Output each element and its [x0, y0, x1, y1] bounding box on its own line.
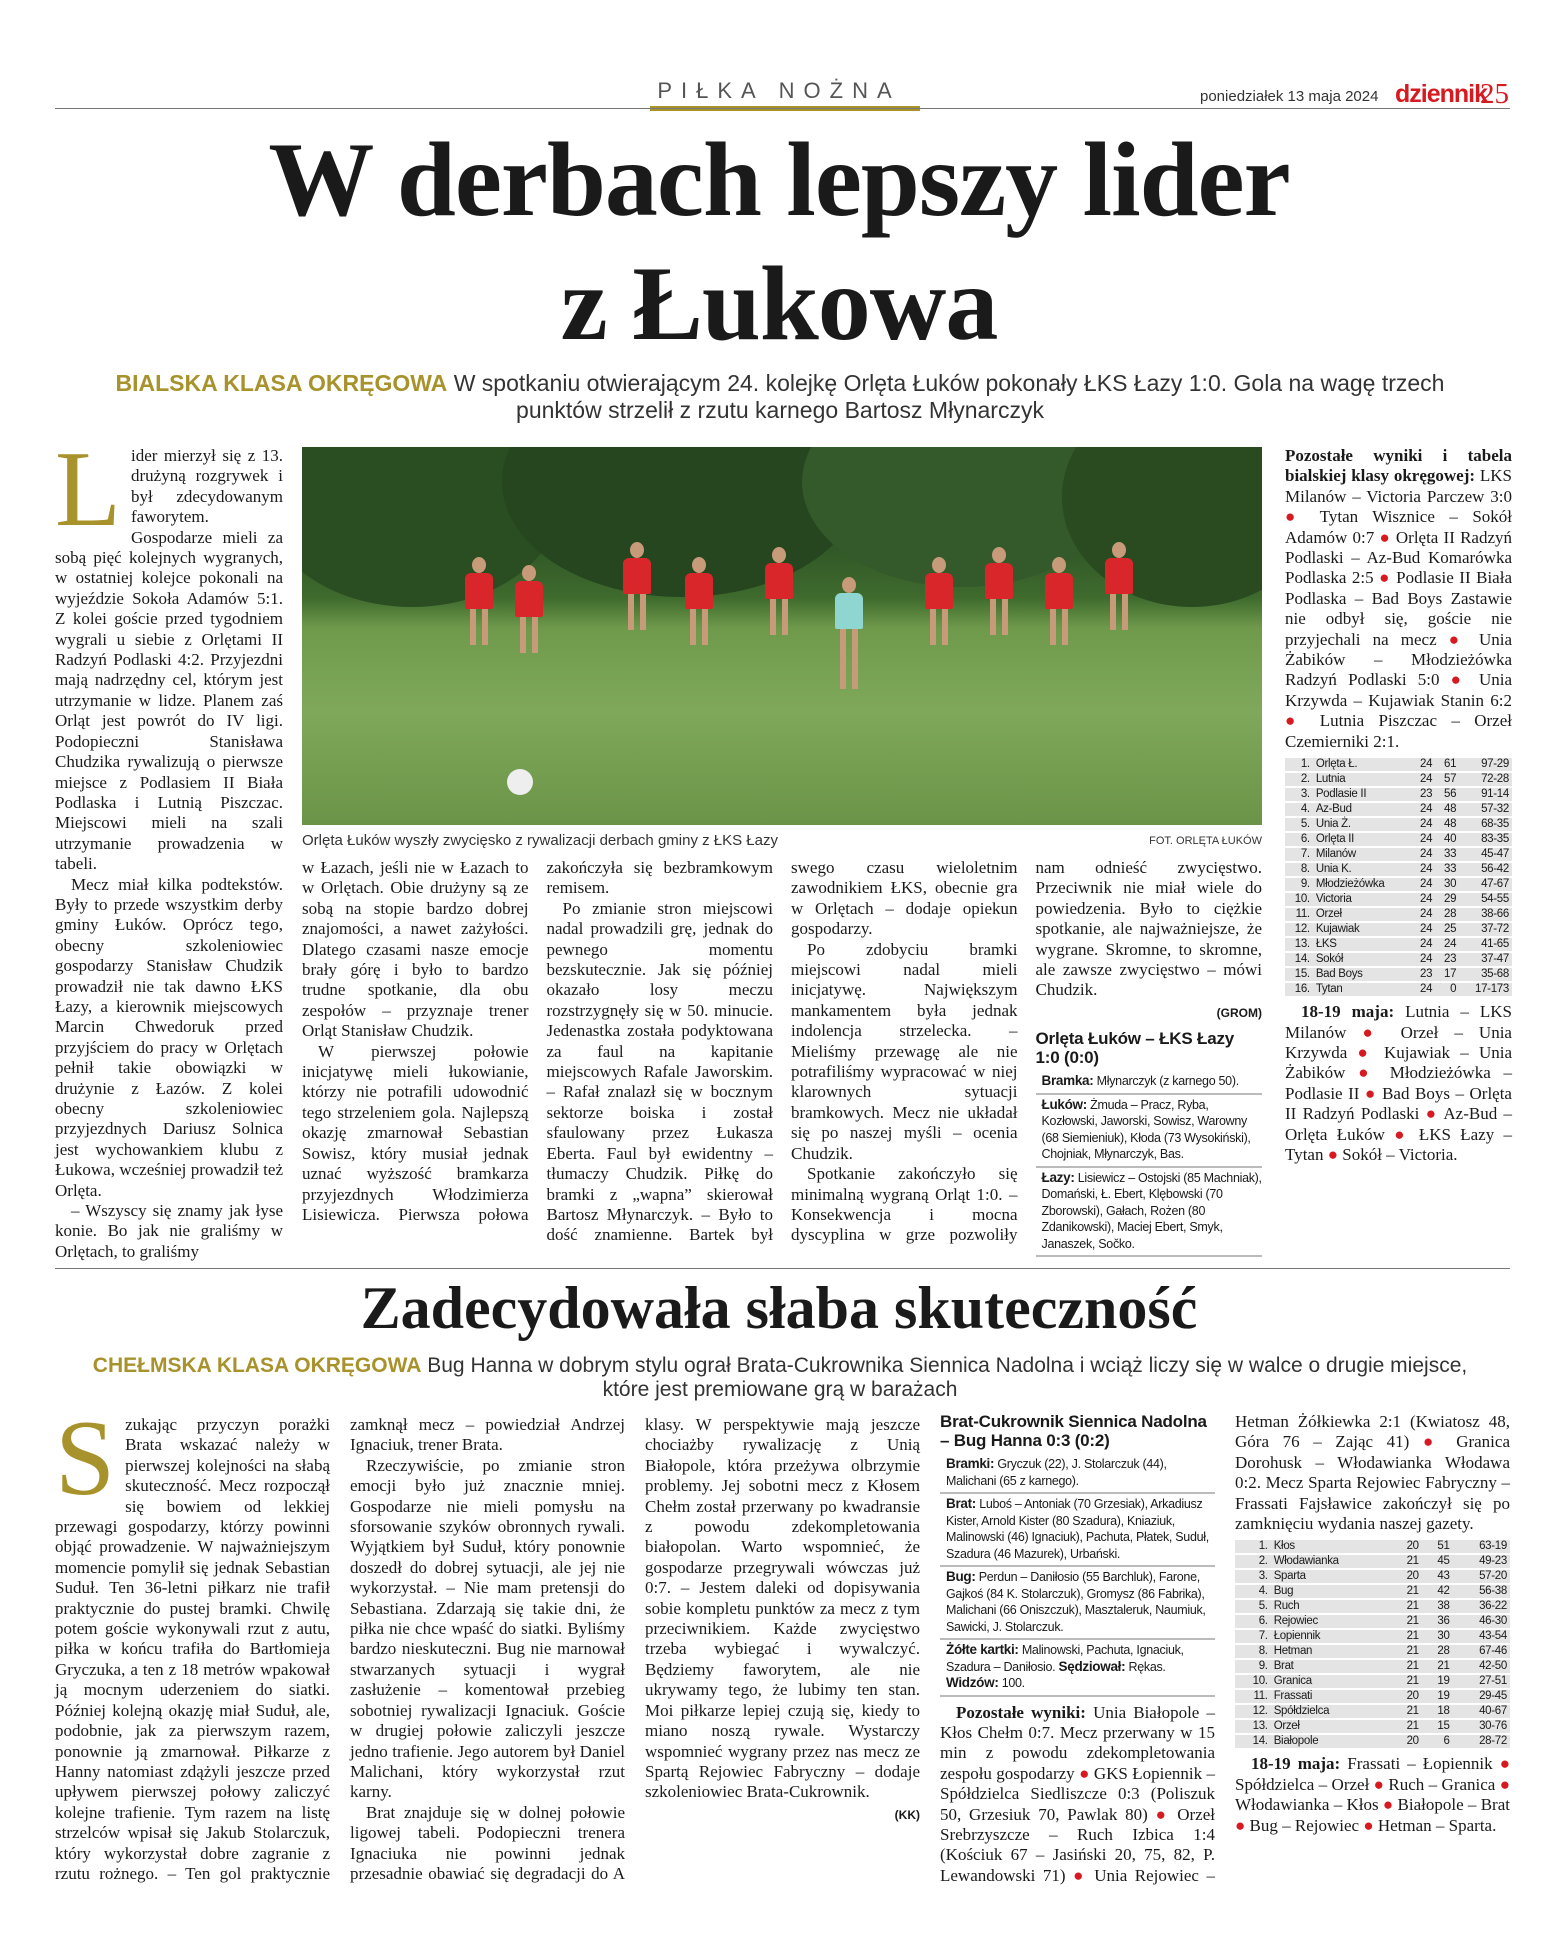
issue-date: poniedziałek 13 maja 2024 [1200, 88, 1379, 105]
points-cell: 48 [1435, 803, 1459, 816]
paragraph: zukając przyczyn porażki Brata wskazać należy w pierwszej kolejności na słabą skuteczność. Mecz rozpoczął się bowiem od lekkiej przewagi gospodarzy, którzy powinni objąć prowadzenie. W najważniejszym momencie pomylił się jednak Sebastian Suduł. Ten 36-letni piłkarz nie trafił praktycznie do pustej bramki. Chwilę potem goście wykonywali rzut z autu, piłka w końcu trafiła do Bartłomieja Gryczuka, a ten z 18 metrów wpakował ją mocnym uderzeniem do siatki. Później kolejną okazję miał Suduł, ale, podobnie, jak za pierwszym razem, ponownie ją zmarnował. Piłkarze z Hanny natomiast zdążyli jeszcze przed upływem pierwszej połowy zaliczyć kolejne trafienie. Tym razem na listę strzelców wpisał się Jakub Stolarczuk, który wykorzystał dobre zagranie z rzutu rożnego. – Ten gol praktycznie zamknął mecz – powiedział Andrzej Ignaciuk, trener Brata. [55, 1415, 625, 1883]
results-intro: Pozostałe wyniki i tabela bialskiej klasy okręgowej: [1285, 446, 1512, 486]
points-cell: 43 [1422, 1570, 1453, 1583]
rank-cell: 2. [1285, 773, 1313, 786]
team-cell: Tytan [1313, 983, 1411, 996]
bullet-icon: ● [1492, 1754, 1510, 1774]
team-cell: Unia Ż. [1313, 818, 1411, 831]
games-cell: 23 [1411, 968, 1435, 981]
table-row [1285, 833, 1512, 846]
article1-headline [0, 118, 1558, 366]
list-item: Unia Żabików – Młodzieżówka Radzyń Podlaski 5:0 [1285, 629, 1512, 690]
kicker: BIALSKA KLASA OKRĘGOWA [115, 370, 448, 396]
team-cell: Młodzieżówka [1313, 878, 1411, 891]
table-row [1285, 938, 1512, 951]
paragraph: Brat znajduje się w dolnej połowie ligowej tabeli. Podopieczni trenera Ignaciuka nie powinni jednak przesadnie obawiać się degradacji do A klasy. W perspektywie mają jeszcze chociażby rywalizację z Unią Białopole, która przeżywa olbrzymie problemy. Jej sobotni mecz z Kłosem Chełm został przerwany po kwadransie z powodu zdekompletowania białopolan. Warto wspomnieć, że gospodarze przegrywali wówczas już 0:7. – Jestem daleki od dopisywania sobie kompletu punktów za mecz z tym przeciwnikiem. Każde zwycięstwo trzeba wybiegać i wywalczyć. Będziemy faworytem, ale nie ukrywamy tego, że lubimy ten stan. Moi piłkarze lepiej czują się, kiedy to miano noszą rywale. Wystarczy wspomnieć wygrany przez nas mecz ze Spartą Rejowiec Fabryczny – dodaje szkoleniowiec Brata-Cukrownik. [350, 1415, 920, 1883]
bullet-icon: ● [1147, 1804, 1178, 1824]
points-cell: 36 [1422, 1615, 1453, 1628]
headline-line-1: W derbach lepszy lider [268, 121, 1290, 238]
results-list [1285, 466, 1512, 750]
paragraph: Spotkanie zakończyło się minimalną wygraną Orląt 1:0. – Konsekwencja i mocna dyscyplina w grze pozwoliły nam odnieść zwycięstwo. Przeciwnik nie miał wiele do powiedzenia. Było to ciężkie spotkanie, ale najważniejsze, że wygrane. Skromne, to skromne, ale zawsze zwycięstwo – mówi Chudzik. [791, 858, 1262, 1245]
goals-cell: 35-68 [1459, 968, 1512, 981]
list-item: Orzeł – Unia Krzywda [1285, 1022, 1512, 1062]
table-row [1285, 788, 1512, 801]
rank-cell: 11. [1235, 1690, 1271, 1703]
goals-cell: 41-65 [1459, 938, 1512, 951]
ball-icon [507, 769, 533, 795]
team-cell: Bug [1271, 1585, 1391, 1598]
article1-columns [302, 858, 1262, 1258]
table-row [1235, 1585, 1510, 1598]
points-cell: 42 [1422, 1585, 1453, 1598]
goals-cell: 45-47 [1459, 848, 1512, 861]
table-row [1285, 953, 1512, 966]
bullet-icon: ● [1369, 1774, 1389, 1794]
table-row [1235, 1705, 1510, 1718]
points-cell: 15 [1422, 1720, 1453, 1733]
match-detail: Łazy: Lisiewicz – Ostojski (85 Machniak), Domański, Ł. Ebert, Klębowski (70 Zborowski), Gałach, Rożen (80 Zdanikowski), Maciej Ebert, Smyk, Janaszek, Sočko. [1036, 1168, 1263, 1258]
rank-cell: 4. [1235, 1585, 1271, 1598]
goals-cell: 56-38 [1453, 1585, 1510, 1598]
table-row [1235, 1540, 1510, 1553]
team-cell: Kujawiak [1313, 923, 1411, 936]
team-cell: Unia K. [1313, 863, 1411, 876]
list-item: Orzeł Srebrzyszcze – Ruch Izbica 1:4 (Kościuk 67 – Jasiński 20, 75, 82, P. Lewandowski 71) [940, 1804, 1215, 1885]
team-photo [302, 447, 1262, 825]
list-item: Tytan Wisznice – Sokół Adamów 0:7 [1285, 507, 1512, 547]
goals-cell: 67-46 [1453, 1645, 1510, 1658]
article2-headline: Zadecydowała słaba skuteczność [360, 1275, 1198, 1341]
team-cell: Włodawianka [1271, 1555, 1391, 1568]
list-item: Unia Rejowiec – Hetman Żółkiewka 2:1 (Kwiatosz 48, Góra 76 – Zając 41) [1094, 1412, 1510, 1885]
goals-cell: 30-76 [1453, 1720, 1510, 1733]
points-cell: 33 [1435, 863, 1459, 876]
goals-cell: 97-29 [1459, 758, 1512, 771]
team-cell: Sokół [1313, 953, 1411, 966]
match-box [940, 1412, 1215, 1697]
team-cell: ŁKS [1313, 938, 1411, 951]
table-row [1235, 1570, 1510, 1583]
goals-cell: 38-66 [1459, 908, 1512, 921]
rank-cell: 16. [1285, 983, 1313, 996]
points-cell: 57 [1435, 773, 1459, 786]
games-cell: 24 [1411, 908, 1435, 921]
games-cell: 21 [1391, 1585, 1422, 1598]
rank-cell: 5. [1235, 1600, 1271, 1613]
team-cell: Orzeł [1313, 908, 1411, 921]
table-row [1285, 818, 1512, 831]
bullet-icon: ● [1409, 1432, 1457, 1452]
headline-line-2: z Łukowa [560, 245, 998, 362]
games-cell: 24 [1411, 938, 1435, 951]
points-cell: 25 [1435, 923, 1459, 936]
fixtures-label: 18-19 maja: [1301, 1002, 1395, 1022]
bullet-icon: ● [1419, 1104, 1444, 1124]
table-row [1285, 893, 1512, 906]
rank-cell: 14. [1285, 953, 1313, 966]
games-cell: 24 [1411, 923, 1435, 936]
list-item: Frassati – Łopiennik [1347, 1754, 1493, 1774]
match-box [1036, 1029, 1263, 1257]
goals-cell: 57-32 [1459, 803, 1512, 816]
rank-cell: 13. [1285, 938, 1313, 951]
rank-cell: 13. [1235, 1720, 1271, 1733]
points-cell: 61 [1435, 758, 1459, 771]
team-cell: Sparta [1271, 1570, 1391, 1583]
table-row [1285, 908, 1512, 921]
games-cell: 24 [1411, 893, 1435, 906]
goals-cell: 57-20 [1453, 1570, 1510, 1583]
table-row [1235, 1615, 1510, 1628]
newspaper-logo: dziennik [1395, 80, 1488, 108]
rank-cell: 5. [1285, 818, 1313, 831]
team-cell: Białopole [1271, 1735, 1391, 1748]
points-cell: 56 [1435, 788, 1459, 801]
paragraph: W pierwszej połowie inicjatywę mieli łukowianie, którzy nie potrafili udowodnić tego strzeleniem gola. Najlepszą okazję zmarnował Sebastian Sowisz, który musiał jednak uznać wyższość bramkarza przyjezdnych Włodzimierza Lisiewicza. Pierwsza połowa zakończyła się bezbramkowym remisem. [302, 858, 773, 1224]
list-item: Spółdzielca – Orzeł [1235, 1774, 1370, 1794]
points-cell: 19 [1422, 1675, 1453, 1688]
games-cell: 24 [1411, 818, 1435, 831]
bullet-icon: ● [1384, 1124, 1419, 1144]
goals-cell: 63-19 [1453, 1540, 1510, 1553]
team-cell: Az-Bud [1313, 803, 1411, 816]
team-cell: Granica [1271, 1675, 1391, 1688]
table-row [1235, 1630, 1510, 1643]
games-cell: 24 [1411, 878, 1435, 891]
header-rule [55, 108, 1510, 109]
points-cell: 30 [1435, 878, 1459, 891]
article1-lead [70, 370, 1490, 424]
goals-cell: 36-22 [1453, 1600, 1510, 1613]
team-cell: Orlęta Ł. [1313, 758, 1411, 771]
list-item: Az-Bud – Orlęta Łuków [1285, 1104, 1512, 1144]
rank-cell: 1. [1285, 758, 1313, 771]
photo-caption [302, 832, 1262, 849]
rank-cell: 15. [1285, 968, 1313, 981]
games-cell: 21 [1391, 1555, 1422, 1568]
team-cell: Milanów [1313, 848, 1411, 861]
team-cell: Podlasie II [1313, 788, 1411, 801]
match-detail: Bug: Perdun – Daniłosio (55 Barchluk), Farone, Gajkoś (84 K. Stolarczuk), Gromysz (86 Fabrika), Malichani (66 Oniszczuk), Masztaleruk, Naumiuk, Sawicki, J. Stolarczuk. [940, 1567, 1215, 1640]
paragraph: Mecz miał kilka podtekstów. Były to przede wszystkim derby gminy Łuków. Oprócz tego, obecny szkoleniowiec gospodarzy Stanisław Chudzik prowadził nie tak dawno ŁKS Łazy, a kierownik miejscowych Marcin Chwedoruk przed przyjściem do pracy w Orlętach pełnił takie obowiązki w drużynie z Łazów. Z kolei obecny szkoleniowiec przyjezdnych Dariusz Solnica jest wychowankiem klubu z Łukowa, wcześniej prowadził też Orlęta. [55, 874, 283, 1200]
games-cell: 24 [1411, 848, 1435, 861]
rank-cell: 10. [1235, 1675, 1271, 1688]
goals-cell: 91-14 [1459, 788, 1512, 801]
table-row [1285, 863, 1512, 876]
games-cell: 24 [1411, 758, 1435, 771]
drop-cap: L [55, 430, 121, 549]
rank-cell: 3. [1285, 788, 1313, 801]
list-item: ŁKS Łazy – Tytan [1285, 1124, 1512, 1164]
paragraph: Rzeczywiście, po zmianie stron emocji było już znacznie mniej. Gospodarze nie mieli pomysłu na sforsowanie szyków obronnych rywali. Wyjątkiem był Suduł, który ponownie doszedł do dobrej sytuacji, ale jej nie wykorzystał. – Nie mam pretensji do Sebastiana. Zdarzają się takie dni, że piłka nie chce wpaść do siatki. Byliśmy bardzo nieskuteczni. Bug nie marnował stwarzanych sytuacji i wygrał zasłużenie – komentował przebieg sobotniej rywalizacji Ignaciuk. Goście w drugiej połowie zaliczyli jeszcze jedno trafienie. Jego autorem był Daniel Malichani, który wykorzystał rzut karny. [350, 1455, 625, 1802]
team-cell: Rejowiec [1271, 1615, 1391, 1628]
goals-cell: 43-54 [1453, 1630, 1510, 1643]
table-row [1235, 1690, 1510, 1703]
games-cell: 24 [1411, 833, 1435, 846]
games-cell: 23 [1411, 788, 1435, 801]
caption-text: Orlęta Łuków wyszły zwycięsko z rywalizacji derbach gminy z ŁKS Łazy [302, 832, 778, 849]
match-detail: Bramka: Młynarczyk (z karnego 50). [1036, 1071, 1263, 1095]
table-row [1285, 803, 1512, 816]
bullet-icon: ● [1374, 527, 1396, 547]
team-cell: Victoria [1313, 893, 1411, 906]
points-cell: 29 [1435, 893, 1459, 906]
points-cell: 6 [1422, 1735, 1453, 1748]
match-detail: Bramki: Gryczuk (22), J. Stolarczuk (44), Malichani (65 z karnego). [940, 1454, 1215, 1494]
points-cell: 24 [1435, 938, 1459, 951]
article1-column-1 [55, 430, 283, 1262]
paragraph: – Wszyscy się znamy jak łyse konie. Bo jak nie graliśmy w Orlętach, to graliśmy [55, 1201, 283, 1261]
bullet-icon: ● [1285, 507, 1320, 527]
team-cell: Ruch [1271, 1600, 1391, 1613]
league-table [1285, 756, 1512, 998]
points-cell: 51 [1422, 1540, 1453, 1553]
page-number: 25 [1480, 78, 1509, 110]
points-cell: 48 [1435, 818, 1459, 831]
goals-cell: 17-173 [1459, 983, 1512, 996]
list-item: LKS Milanów – Victoria Parczew 3:0 [1285, 466, 1512, 506]
goals-cell: 49-23 [1453, 1555, 1510, 1568]
points-cell: 21 [1422, 1660, 1453, 1673]
list-item: Bug – Rejowiec [1249, 1815, 1360, 1835]
list-item: Ruch – Granica [1388, 1774, 1496, 1794]
goals-cell: 40-67 [1453, 1705, 1510, 1718]
points-cell: 23 [1435, 953, 1459, 966]
games-cell: 24 [1411, 953, 1435, 966]
bullet-icon: ● [1378, 1795, 1398, 1815]
points-cell: 17 [1435, 968, 1459, 981]
bullet-icon: ● [1495, 1774, 1510, 1794]
team-cell: Hetman [1271, 1645, 1391, 1658]
paragraph: ider mierzył się z 13. drużyną rozgrywek i był zdecydowanym faworytem. Gospodarze mieli za sobą pięć kolejnych wygranych, w ostatniej kolejce pokonali na wyjeździe Sokoła Adamów 5:1. Z kolei goście przed tygodniem wygrali u siebie z Orlętami II Radzyń Podlaski 4:2. Przyjezdni mają nadrzędny cel, którym jest utrzymanie w lidze. Planem zaś Orląt jest powrót do IV ligi. Podopieczni Stanisława Chudzika rywalizują o pierwsze miejsce z Podlasiem II Biała Podlaska i Lutnią Piszczac. Miejscowi mieli na szali utrzymanie prowadzenia w tabeli. [55, 446, 283, 874]
kicker: CHEŁMSKA KLASA OKRĘGOWA [92, 1354, 422, 1377]
bullet-icon: ● [1436, 629, 1479, 649]
games-cell: 20 [1391, 1540, 1422, 1553]
table-row [1285, 878, 1512, 891]
goals-cell: 27-51 [1453, 1675, 1510, 1688]
rank-cell: 7. [1235, 1630, 1271, 1643]
bullet-icon: ● [1359, 1083, 1383, 1103]
points-cell: 33 [1435, 848, 1459, 861]
points-cell: 19 [1422, 1690, 1453, 1703]
table-row [1235, 1600, 1510, 1613]
games-cell: 24 [1411, 983, 1435, 996]
points-cell: 18 [1422, 1705, 1453, 1718]
bullet-icon: ● [1065, 1865, 1095, 1885]
games-cell: 21 [1391, 1615, 1422, 1628]
table-row [1285, 983, 1512, 996]
team-cell: Lutnia [1313, 773, 1411, 786]
games-cell: 21 [1391, 1660, 1422, 1673]
bullet-icon: ● [1373, 568, 1397, 588]
goals-cell: 28-72 [1453, 1735, 1510, 1748]
match-detail: Łuków: Żmuda – Pracz, Ryba, Kozłowski, Jaworski, Sowisz, Warowny (68 Siemieniuk), Kłoda (73 Wysokiński), Chojniak, Młynarczyk, Bas. [1036, 1095, 1263, 1168]
points-cell: 30 [1422, 1630, 1453, 1643]
team-cell: Spółdzielca [1271, 1705, 1391, 1718]
goals-cell: 42-50 [1453, 1660, 1510, 1673]
team-cell: Orlęta II [1313, 833, 1411, 846]
team-cell: Łopiennik [1271, 1630, 1391, 1643]
lead-text: Bug Hanna w dobrym stylu ograł Brata-Cukrownika Siennica Nadolna i wciąż liczy się w walce o drugie miejsce, które jest premiowane grą w barażach [427, 1354, 1468, 1401]
games-cell: 21 [1391, 1600, 1422, 1613]
article2-sidebar [940, 1412, 1510, 1887]
list-item: Lutnia – LKS Milanów [1285, 1002, 1512, 1042]
points-cell: 0 [1435, 983, 1459, 996]
rank-cell: 9. [1235, 1660, 1271, 1673]
games-cell: 21 [1391, 1720, 1422, 1733]
list-item: Granica Dorohusk – Włodawianka Włodawa 0:2. Mecz Sparta Rejowiec Fabryczny – Frassati Fajsławice zakończył się po zamknięciu wydania naszej gazety. [1235, 1432, 1510, 1534]
article1-sidebar [1285, 446, 1512, 1165]
table-row [1235, 1735, 1510, 1748]
points-cell: 28 [1435, 908, 1459, 921]
rank-cell: 3. [1235, 1570, 1271, 1583]
rank-cell: 6. [1235, 1615, 1271, 1628]
fixtures-label: 18-19 maja: [1251, 1754, 1341, 1774]
team-cell: Brat [1271, 1660, 1391, 1673]
points-cell: 28 [1422, 1645, 1453, 1658]
goals-cell: 37-47 [1459, 953, 1512, 966]
match-detail: Brat: Luboś – Antoniak (70 Grzesiak), Arkadiusz Kister, Arnold Kister (80 Szadura), Kniaziuk, Malinowski (46) Ignaciuk), Pachuta, Płatek, Suduł, Szadura (46 Mazurek), Urbański. [940, 1494, 1215, 1567]
team-cell: Bad Boys [1313, 968, 1411, 981]
lead-text: W spotkaniu otwierającym 24. kolejkę Orlęta Łuków pokonały ŁKS Łazy 1:0. Gola na wagę trzech punktów strzelił z rzutu karnego Bartosz Młynarczyk [453, 370, 1445, 423]
results-intro: Pozostałe wyniki: [956, 1702, 1086, 1722]
goals-cell: 56-42 [1459, 863, 1512, 876]
paragraph: w Łazach, jeśli nie w Łazach to w Orlętach. Obie drużyny są ze sobą na stopie bardzo dobrej znajomości, a nawet zażyłości. Dlatego czasami nasze emocje brały górę i było to bardzo trudne spotkanie, dla obu zespołów – przyznaje trener Orląt Stanisław Chudzik. [302, 858, 529, 1041]
table-row [1235, 1660, 1510, 1673]
list-item: Unia Białopole – Kłos Chełm 0:7. Mecz przerwany w 15 min z powodu zdekompletowania zespołu gospodarzy [940, 1702, 1215, 1783]
team-cell: Frassati [1271, 1690, 1391, 1703]
article2-lead [70, 1354, 1490, 1402]
drop-cap: S [55, 1399, 116, 1518]
bullet-icon: ● [1439, 670, 1479, 690]
team-cell: Kłos [1271, 1540, 1391, 1553]
league-table [1235, 1538, 1510, 1750]
list-item: Młodzieżówka – Podlasie II [1285, 1063, 1512, 1103]
rank-cell: 1. [1235, 1540, 1271, 1553]
points-cell: 38 [1422, 1600, 1453, 1613]
bullet-icon: ● [1323, 1144, 1343, 1164]
rank-cell: 12. [1235, 1705, 1271, 1718]
table-row [1235, 1720, 1510, 1733]
points-cell: 45 [1422, 1555, 1453, 1568]
team-cell: Orzeł [1271, 1720, 1391, 1733]
list-item: Sokół – Victoria. [1342, 1144, 1458, 1164]
games-cell: 24 [1411, 863, 1435, 876]
table-row [1285, 758, 1512, 771]
games-cell: 21 [1391, 1675, 1422, 1688]
games-cell: 20 [1391, 1735, 1422, 1748]
list-item: GKS Łopiennik – Spółdzielca Siedliszcze 0:3 (Poliszuk 50, Grzesiuk 70, Pawlak 80) [940, 1763, 1215, 1824]
table-row [1235, 1645, 1510, 1658]
bullet-icon: ● [1235, 1815, 1250, 1835]
list-item: Orlęta II Radzyń Podlaski – Az-Bud Komarówka Podlaska 2:5 [1285, 527, 1512, 588]
goals-cell: 54-55 [1459, 893, 1512, 906]
goals-cell: 83-35 [1459, 833, 1512, 846]
games-cell: 20 [1391, 1690, 1422, 1703]
list-item: Lutnia Piszczac – Orzeł Czemierniki 2:1. [1285, 711, 1512, 751]
bullet-icon: ● [1347, 1042, 1384, 1062]
table-row [1285, 923, 1512, 936]
table-row [1235, 1675, 1510, 1688]
author-signature: (KK) [894, 1807, 920, 1822]
table-row [1285, 773, 1512, 786]
goals-cell: 46-30 [1453, 1615, 1510, 1628]
points-cell: 40 [1435, 833, 1459, 846]
list-item: Kujawiak – Unia Żabików [1285, 1042, 1512, 1083]
goals-cell: 68-35 [1459, 818, 1512, 831]
games-cell: 21 [1391, 1705, 1422, 1718]
rank-cell: 11. [1285, 908, 1313, 921]
article-divider [55, 1268, 1510, 1269]
games-cell: 24 [1411, 773, 1435, 786]
goals-cell: 37-72 [1459, 923, 1512, 936]
games-cell: 20 [1391, 1570, 1422, 1583]
bullet-icon: ● [1359, 1815, 1378, 1835]
match-title: Orlęta Łuków – ŁKS Łazy 1:0 (0:0) [1035, 1029, 1235, 1068]
bullet-icon: ● [1285, 711, 1320, 731]
rank-cell: 14. [1235, 1735, 1271, 1748]
rank-cell: 6. [1285, 833, 1313, 846]
match-title: Brat-Cukrownik Siennica Nadolna – Bug Hanna 0:3 (0:2) [940, 1412, 1207, 1450]
goals-cell: 29-45 [1453, 1690, 1510, 1703]
games-cell: 24 [1411, 803, 1435, 816]
goals-cell: 47-67 [1459, 878, 1512, 891]
bullet-icon: ● [1345, 1063, 1390, 1083]
list-item: Bad Boys – Orlęta II Radzyń Podlaski [1285, 1083, 1512, 1124]
author-signature: (GROM) [1216, 1005, 1262, 1020]
rank-cell: 7. [1285, 848, 1313, 861]
rank-cell: 9. [1285, 878, 1313, 891]
match-detail: Żółte kartki: Malinowski, Pachuta, Ignaciuk, Szadura – Daniłosio. Sędziował: Rękas. Widzów: 100. [940, 1640, 1215, 1697]
bullet-icon: ● [1074, 1763, 1094, 1783]
goals-cell: 72-28 [1459, 773, 1512, 786]
photo-credit: FOT. ORLĘTA ŁUKÓW [1149, 835, 1262, 847]
paragraph: Po zmianie stron miejscowi nadal prowadzili grę, jednak do pewnego momentu bezskutecznie. Jak się później okazało losy meczu rozstrzygnęły się w 50. minucie. Jedenastka została podyktowana za faul na kapitanie miejscowych Rafale Jaworskim. – Rafał znalazł się w bocznym sektorze boiska i został sfaulowany przez Łukasza Eberta. Faul był ewidentny – tłumaczy Chudzik. Piłkę do bramki z „wapna” skierował Bartosz Młynarczyk. – Było to dość znamienne. Bartek był swego czasu wieloletnim zawodnikiem ŁKS, obecnie gra w Orlętach – dodaje opiekun gospodarzy. [546, 858, 1018, 1245]
rank-cell: 8. [1235, 1645, 1271, 1658]
section-label: PIŁKA NOŻNA [657, 78, 901, 103]
table-row [1285, 968, 1512, 981]
article2-columns [55, 1399, 920, 1885]
fixtures-list [1285, 1002, 1512, 1164]
rank-cell: 12. [1285, 923, 1313, 936]
list-item: Unia Krzywda – Kujawiak Stanin 6:2 [1285, 670, 1512, 710]
list-item: Podlasie II Biała Podlaska – Bad Boys Zastawie nie odbył się, goście nie przyjechali na mecz [1285, 568, 1512, 649]
paragraph: Po zdobyciu bramki miejscowi nadal mieli inicjatywę. Największym mankamentem była jednak indolencja strzelecka. – Mieliśmy przewagę ale nie potrafiliśmy wypracować w niej klarownych sytuacji bramkowych. Mecz nie układał się po naszej myśli – ocenia Chudzik. [791, 939, 1018, 1163]
bullet-icon: ● [1346, 1022, 1401, 1042]
rank-cell: 4. [1285, 803, 1313, 816]
table-row [1235, 1555, 1510, 1568]
list-item: Białopole – Brat [1397, 1795, 1510, 1815]
rank-cell: 8. [1285, 863, 1313, 876]
rank-cell: 10. [1285, 893, 1313, 906]
list-item: Włodawianka – Kłos [1235, 1795, 1379, 1815]
table-row [1285, 848, 1512, 861]
list-item: Hetman – Sparta. [1377, 1815, 1497, 1835]
rank-cell: 2. [1235, 1555, 1271, 1568]
games-cell: 21 [1391, 1645, 1422, 1658]
games-cell: 21 [1391, 1630, 1422, 1643]
